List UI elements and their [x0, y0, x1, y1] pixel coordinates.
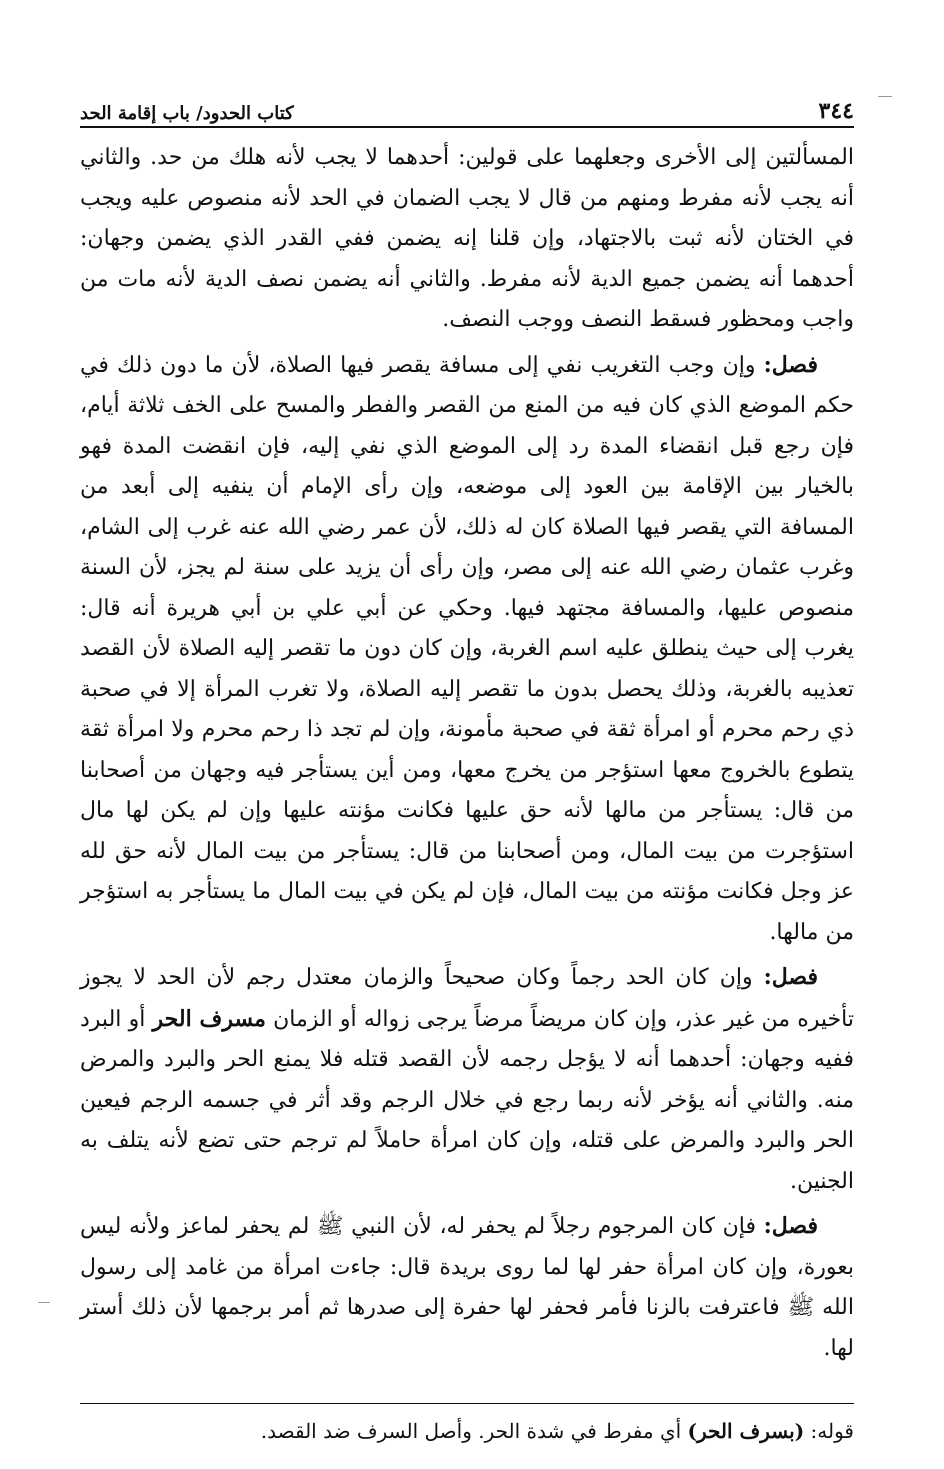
footnote-prefix: قوله: — [804, 1419, 854, 1443]
margin-mark-bottom — [38, 1302, 50, 1303]
paragraph-3 — [80, 957, 854, 1202]
footnote-term: (بسرف الحر) — [687, 1419, 805, 1443]
paragraph-3-text-before: وإن كان الحد رجماً وكان صحيحاً والزمان معتدل رجم لأن الحد لا يجوز تأخيره من غير عذر، وإن كان مريضاً مرضاً يرجى زواله أو الزمان — [80, 965, 854, 1032]
footnote — [80, 1414, 854, 1448]
paragraph-2 — [80, 345, 854, 954]
paragraph-1: المسألتين إلى الأخرى وجعلهما على قولين: أحدهما لا يجب لأنه هلك من حد. والثاني أنه يجب لأنه مفرط ومنهم من قال لا يجب الضمان في الحد لأنه منصوص عليه ويجب في الختان لأنه ثبت بالاجتهاد، وإن قلنا إنه يضمن ففي القدر الذي يضمن وجهان: أحدهما أنه يضمن جميع الدية لأنه مفرط. والثاني أنه يضمن نصف الدية لأنه مات من واجب ومحظور فسقط النصف ووجب النصف. — [80, 145, 854, 332]
fasl-label: فصل: — [763, 351, 818, 378]
footnote-explanation: أي مفرط في شدة الحر. وأصل السرف ضد القصد. — [260, 1419, 688, 1443]
body-text — [80, 138, 854, 1369]
book-page — [80, 96, 854, 1448]
paragraph-3-text-after: أو البرد ففيه وجهان: أحدهما أنه لا يؤجل رجمه لأن القصد قتله فلا يمنع الحر والبرد والمرض منه. والثاني أنه يؤخر لأنه ربما رجع في خلال الرجم وقد أثر في جسمه الرجم فيعين الحر والبرد والمرض على قتله، وإن كان امرأة حاملاً لم ترجم حتى تضع لأنه يتلف به الجنين. — [80, 1006, 855, 1194]
fasl-label: فصل: — [763, 964, 818, 990]
section-title: كتاب الحدود/ باب إقامة الحد — [80, 103, 294, 124]
bold-term: مسرف الحر — [152, 1005, 266, 1032]
paragraph-4-text: فإن كان المرجوم رجلاً لم يحفر له، لأن النبي ﷺ لم يحفر لماعز ولأنه ليس بعورة، وإن كان امرأة حفر لها لما روى بريدة قال: جاءت امرأة من غامد إلى رسول الله ﷺ فاعترفت بالزنا فأمر فحفر لها حفرة إلى صدرها ثم أمر برجمها لأن ذلك أستر لها. — [80, 1214, 854, 1361]
fasl-label: فصل: — [763, 1213, 819, 1239]
paragraph-4 — [80, 1206, 854, 1369]
page-number: ٣٤٤ — [818, 98, 854, 124]
footnote-separator — [80, 1403, 854, 1404]
paragraph-2-text: وإن وجب التغريب نفي إلى مسافة يقصر فيها الصلاة، لأن ما دون ذلك في حكم الموضع الذي كان فيه من المنع من القصر والفطر والمسح على الخف ثلاثة أيام، فإن رجع قبل انقضاء المدة رد إلى الموضع الذي نفي إليه، فإن انقضت المدة فهو بالخيار بين الإقامة بين العود إلى موضعه، وإن رأى الإمام أن ينفيه إلى أبعد من المسافة التي يقصر فيها الصلاة كان له ذلك، لأن عمر رضي الله عنه غرب إلى الشام، وغرب عثمان رضي الله عنه إلى مصر، وإن رأى أن يزيد على سنة لم يجز، لأن السنة منصوص عليها، والمسافة مجتهد فيها. وحكي عن أبي علي بن أبي هريرة أنه قال: يغرب إلى حيث ينطلق عليه اسم الغربة، وإن كان دون ما تقصر إليه الصلاة لأن القصد تعذيبه بالغربة، وذلك يحصل بدون ما تقصر إليه الصلاة، ولا تغرب المرأة إلا في صحبة ذي رحم محرم أو امرأة ثقة في صحبة مأمونة، وإن لم تجد ذا رحم محرم ولا امرأة ثقة يتطوع بالخروج معها استؤجر من يخرج معها، ومن أين يستأجر فيه وجهان من أصحابنا من قال: يستأجر من مالها لأنه حق عليها فكانت مؤنته عليها وإن لم يكن لها مال استؤجرت من بيت المال، ومن أصحابنا من قال: يستأجر من بيت المال لأنه حق لله عز وجل فكانت مؤنته من بيت المال، فإن لم يكن في بيت المال ما يستأجر به استؤجر من مالها. — [80, 352, 855, 945]
running-head — [80, 96, 854, 128]
margin-mark-top — [878, 96, 892, 97]
